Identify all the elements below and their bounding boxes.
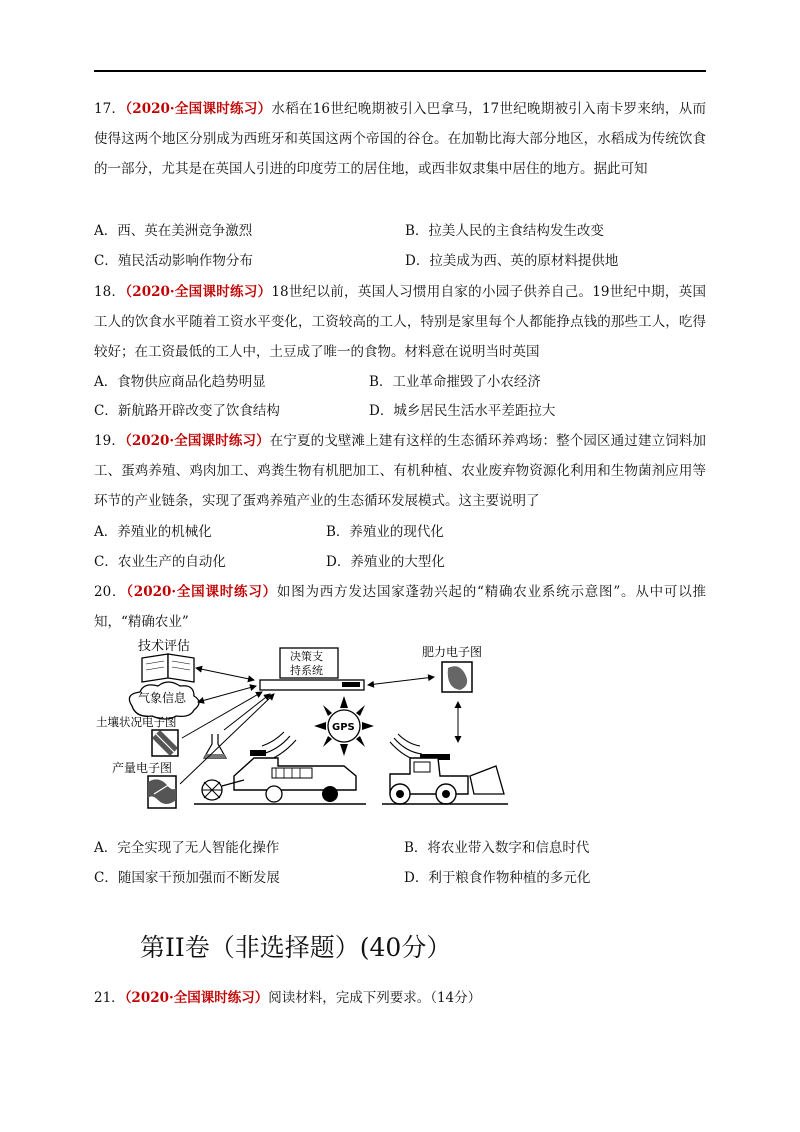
question-source: （2020·全国课时练习）	[124, 433, 270, 449]
question-number: 17．	[94, 101, 126, 117]
precision-agriculture-diagram	[94, 634, 514, 824]
option-c[interactable]: C．殖民活动影响作物分布	[94, 253, 253, 269]
question-stem: 在宁夏的戈壁滩上建有这样的生态循环养鸡场：整个园区通过建立饲料加工、蛋鸡养殖、鸡肉加工、鸡粪生物有机肥加工、有机种植、农业废弃物资源化利用和生物菌剂应用等环节的产业链条，实现了蛋鸡养殖产业的生态循环发展模式。这主要说明了	[94, 433, 707, 509]
decision-support-system	[260, 648, 364, 690]
yield-map-label: 产量电子图	[112, 761, 173, 775]
flask-icon	[204, 734, 226, 758]
option-a[interactable]: A．食物供应商品化趋势明显	[94, 374, 266, 390]
option-c[interactable]: C．新航路开辟改变了饮食结构	[94, 403, 280, 419]
question-number: 18．	[94, 284, 126, 300]
section-title: 第II卷（非选择题）(40分）	[140, 933, 452, 962]
decision-support-line-2: 持系统	[290, 664, 323, 677]
gps-label: GPS	[332, 722, 355, 733]
option-a[interactable]: A．西、英在美洲竞争激烈	[94, 223, 253, 239]
option-b[interactable]: B．养殖业的现代化	[326, 524, 444, 540]
tractor-icon	[382, 754, 508, 804]
question-19	[94, 426, 706, 516]
option-b[interactable]: B．工业革命摧毁了小农经济	[369, 374, 541, 390]
question-number: 21．	[94, 990, 125, 1006]
option-a[interactable]: A．养殖业的机械化	[94, 524, 212, 540]
question-source: （2020·全国课时练习）	[124, 990, 269, 1006]
question-18	[94, 277, 706, 367]
option-a[interactable]: A．完全实现了无人智能化操作	[94, 840, 280, 856]
soil-map-label: 土壤状况电子图	[96, 715, 177, 729]
question-number: 20．	[94, 584, 127, 600]
option-d[interactable]: D．利于粮食作物种植的多元化	[404, 870, 591, 886]
question-20	[94, 577, 706, 637]
question-source: （2020·全国课时练习）	[125, 101, 272, 117]
question-number: 19．	[94, 433, 125, 449]
fertility-map-label: 肥力电子图	[422, 645, 483, 659]
option-c[interactable]: C．农业生产的自动化	[94, 554, 226, 570]
question-stem: 水稻在16世纪晚期被引入巴拿马，17世纪晚期被引入南卡罗来纳，从而使得这两个地区分别成为西班牙和英国这两个帝国的谷仓。在加勒比海大部分地区，水稻成为传统饮食的一部分，尤其是在英国人引进的印度劳工的居住地，或西非奴隶集中居住的地方。据此可知	[94, 101, 706, 177]
option-b[interactable]: B．将农业带入数字和信息时代	[404, 840, 590, 856]
option-d[interactable]: D．养殖业的大型化	[326, 554, 445, 570]
soil-map-icon	[152, 730, 178, 756]
question-stem: 如图为西方发达国家蓬勃兴起的“精确农业系统示意图”。从中可以推知，“精确农业”	[94, 584, 706, 630]
question-source: （2020·全国课时练习）	[125, 284, 272, 300]
book-icon	[142, 654, 194, 682]
option-c[interactable]: C．随国家干预加强而不断发展	[94, 870, 280, 886]
option-d[interactable]: D．拉美成为西、英的原材料提供地	[405, 253, 619, 269]
option-b[interactable]: B．拉美人民的主食结构发生改变	[405, 223, 604, 239]
question-21	[94, 983, 706, 1013]
question-stem: 阅读材料，完成下列要求。（14分）	[268, 990, 482, 1006]
decision-support-line-1: 决策支	[290, 650, 323, 663]
option-d[interactable]: D．城乡居民生活水平差距拉大	[369, 403, 556, 419]
question-17	[94, 94, 706, 184]
tech-assessment-label: 技术评估	[138, 639, 191, 654]
top-rule	[94, 70, 706, 72]
yield-map-icon	[148, 776, 176, 808]
question-source: （2020·全国课时练习）	[126, 584, 277, 600]
weather-info-label: 气象信息	[138, 691, 187, 705]
question-stem: 18世纪以前，英国人习惯用自家的小园子供养自己。19世纪中期，英国工人的饮食水平随着工资水平变化，工资较高的工人，特别是家里每个人都能挣点钱的那些工人，吃得较好；在工资最低的工人中，土豆成了唯一的食物。材料意在说明当时英国	[94, 284, 706, 360]
gps-hub	[314, 696, 374, 756]
fertility-map-icon	[442, 662, 472, 692]
